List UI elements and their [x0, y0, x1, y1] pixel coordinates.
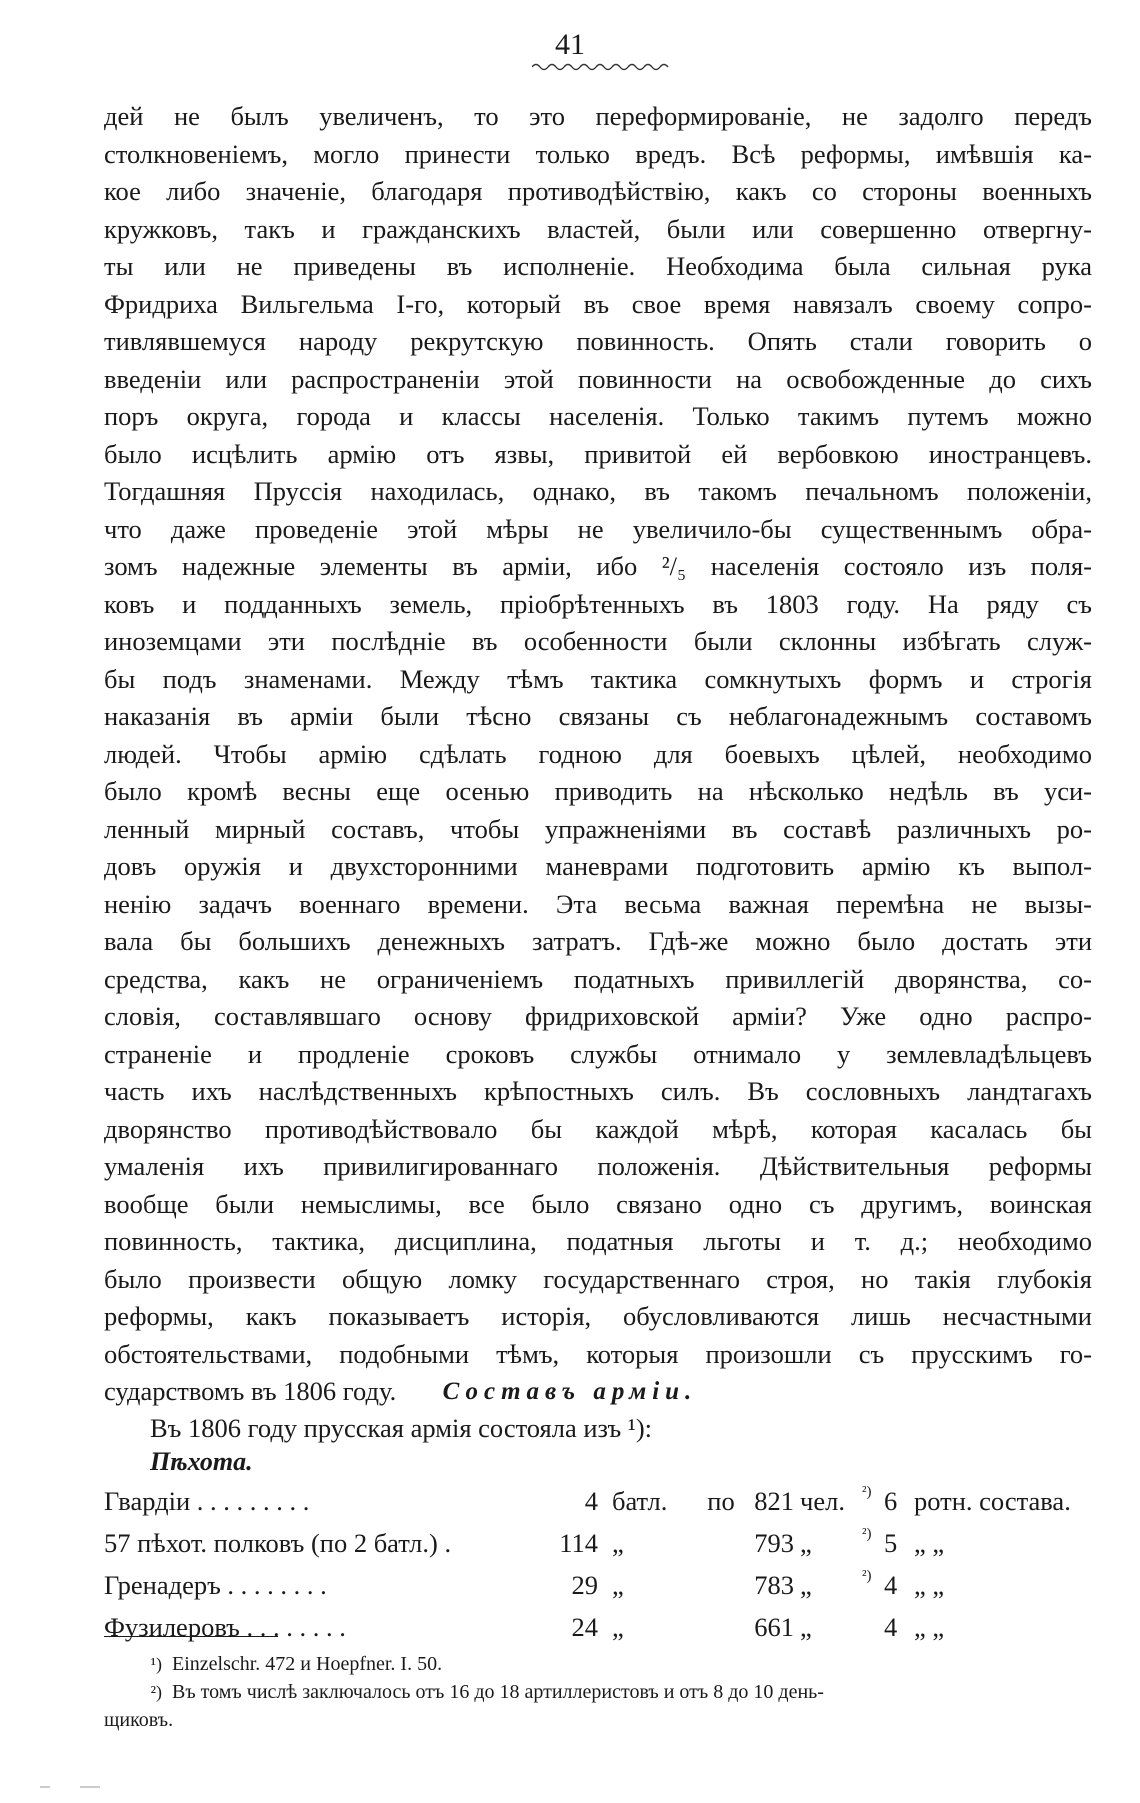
text-line: обстоятельствами, подобными тѣмъ, которыя произошли съ прусскимъ го-	[104, 1338, 1092, 1369]
footnote-rule	[104, 1636, 278, 1637]
text-line: наказанія въ арміи были тѣсно связаны съ неблагонадежнымъ составомъ	[104, 701, 1092, 731]
page-number: 41	[555, 28, 585, 61]
text-line: часть ихъ наслѣдственныхъ крѣпостныхъ силъ. Въ сословныхъ ландтагахъ	[104, 1076, 1092, 1106]
text-line: было произвести общую ломку государственнаго строя, но такія глубокія	[104, 1263, 1092, 1294]
text-line: было кромѣ весны еще осенью приводить на нѣсколько недѣль въ уси-	[104, 776, 1092, 806]
men-count: 793	[754, 1527, 794, 1558]
text-line: зомъ надежные элементы въ арміи, ибо ²/₅ населенія состояло изъ поля-	[104, 551, 1092, 581]
footnote-text: Einzelschr. 472 и Hoepfner. I. 50.	[172, 1653, 443, 1675]
text-line: ковъ и подданныхъ земель, пріобрѣтенныхъ въ 1803 году. На ряду съ	[104, 588, 1092, 619]
footnote	[104, 1678, 1092, 1706]
table-row	[104, 1522, 1124, 1564]
men-unit: „	[800, 1569, 812, 1600]
company-count: 5	[884, 1527, 898, 1558]
text-line: поръ округа, города и классы населенія. Только такимъ путемъ можно	[104, 401, 1092, 431]
text-line: вообще были немыслимы, все было связано одно съ другимъ, воинская	[104, 1188, 1092, 1219]
battalion-count: 114	[559, 1527, 598, 1558]
intro-line: Въ 1806 году прусская армія состояла изъ ¹):	[150, 1413, 653, 1443]
army-units-table	[104, 1480, 1124, 1648]
company-label: „ „	[914, 1527, 945, 1558]
men-unit: „	[800, 1611, 812, 1642]
text-line: ты или не приведены въ исполненіе. Необходима была сильная рука	[104, 251, 1092, 281]
footnote-ref: ²)	[862, 1526, 872, 1542]
unit-name: Гвардіи . . . . . . . . .	[104, 1485, 310, 1516]
footnote-marker: ¹)	[150, 1654, 162, 1674]
text-line: умаленія ихъ привилигированнаго положенія. Дѣйствительныя реформы	[104, 1151, 1092, 1181]
footnote-ref: ²)	[862, 1568, 872, 1584]
battalion-count: 29	[571, 1569, 598, 1600]
text-line: Тогдашняя Пруссія находилась, однако, въ такомъ печальномъ положеніи,	[104, 476, 1092, 506]
text-line: вала бы большихъ денежныхъ затратъ. Гдѣ-же можно было достать эти	[104, 926, 1092, 956]
connector-word	[706, 1522, 736, 1564]
battalion-unit: „	[612, 1611, 624, 1642]
footnote-marker: ²)	[150, 1682, 162, 1702]
text-line: иноземцами эти послѣдніе въ особенности были склонны избѣгать служ-	[104, 626, 1092, 656]
text-line: столкновеніемъ, могло принести только вредъ. Всѣ реформы, имѣвшія ка-	[104, 138, 1092, 169]
company-count: 6	[884, 1485, 898, 1516]
unit-name: Гренадеръ . . . . . . . .	[104, 1569, 327, 1600]
table-row	[104, 1480, 1124, 1522]
men-count: 783	[754, 1569, 794, 1600]
company-label: ротн. состава.	[914, 1485, 1071, 1516]
battalion-count: 24	[571, 1611, 598, 1642]
table-row	[104, 1564, 1124, 1606]
men-count: 821	[754, 1485, 794, 1516]
text-line: сударствомъ въ 1806 году.	[104, 1376, 397, 1406]
text-line: кружковъ, такъ и гражданскихъ властей, были или совершенно отвергну-	[104, 213, 1092, 244]
company-label: „ „	[914, 1569, 945, 1600]
text-line: бы подъ знаменами. Между тѣмъ тактика сомкнутыхъ формъ и строгія	[104, 663, 1092, 694]
connector-word: по	[707, 1485, 735, 1516]
text-line: ленный мирный составъ, чтобы упражненіями въ составѣ различныхъ ро-	[104, 813, 1092, 844]
men-count: 661	[754, 1611, 794, 1642]
men-unit: чел.	[800, 1485, 845, 1516]
text-line: ненію задачъ военнаго времени. Эта весьма важная перемѣна не вызы-	[104, 888, 1092, 919]
text-line: довъ оружія и двухсторонними маневрами подготовить армію къ выпол-	[104, 851, 1092, 881]
footnote	[104, 1650, 1092, 1678]
section-heading: Составъ арміи.	[442, 1378, 698, 1405]
text-line: введеніи или распространеніи этой повинности на освобожденные до сихъ	[104, 363, 1092, 394]
battalion-count: 4	[584, 1485, 598, 1516]
battalion-unit: батл.	[612, 1485, 668, 1516]
body-paragraph	[104, 98, 1092, 1411]
footnote-text: Въ томъ числѣ заключалось отъ 16 до 18 артиллеристовъ и отъ 8 до 10 день-	[172, 1681, 824, 1703]
text-line: тивлявшемуся народу рекрутскую повинность. Опять стали говорить о	[104, 326, 1092, 356]
text-line: кое либо значеніе, благодаря противодѣйствію, какъ со стороны военныхъ	[104, 176, 1092, 206]
company-count: 4	[884, 1611, 898, 1642]
text-line: дей не былъ увеличенъ, то это переформированіе, не задолго передъ	[104, 101, 1092, 131]
unit-name: Фузилеровъ . . . . . . . .	[104, 1611, 346, 1642]
text-line: повинность, тактика, дисциплина, податныя льготы и т. д.; необходимо	[104, 1226, 1092, 1256]
connector-word	[706, 1606, 736, 1648]
company-label: „ „	[914, 1611, 945, 1642]
text-line: Фридриха Вильгельма I-го, который въ свое время навязалъ своему сопро-	[104, 288, 1092, 319]
text-line: было исцѣлить армію отъ язвы, привитой ей вербовкою иностранцевъ.	[104, 438, 1092, 469]
battalion-unit: „	[612, 1569, 624, 1600]
text-line: словія, составлявшаго основу фридриховской арміи? Уже одно распро-	[104, 1001, 1092, 1031]
text-line: дворянство противодѣйствовало бы каждой мѣрѣ, которая касалась бы	[104, 1113, 1092, 1144]
men-unit: „	[800, 1527, 812, 1558]
text-line: что даже проведеніе этой мѣры не увеличило-бы существеннымъ обра-	[104, 513, 1092, 544]
footnote-ref: ²)	[862, 1484, 872, 1500]
scan-edge-mark	[40, 1785, 100, 1789]
footnotes	[104, 1650, 1092, 1734]
unit-name: 57 пѣхот. полковъ (по 2 батл.) .	[104, 1527, 452, 1558]
text-line: реформы, какъ показываетъ исторія, обусловливаются лишь несчастными	[104, 1301, 1092, 1331]
battalion-unit: „	[612, 1527, 624, 1558]
text-line: средства, какъ не ограниченіемъ податныхъ привиллегій дворянства, со-	[104, 963, 1092, 994]
footnote-continuation: щиковъ.	[104, 1709, 174, 1731]
infantry-label: Пѣхота.	[150, 1447, 253, 1476]
text-line: страненіе и продленіе сроковъ службы отнимало у землевладѣльцевъ	[104, 1038, 1092, 1069]
company-count: 4	[884, 1569, 898, 1600]
footnote-ref	[862, 1606, 884, 1648]
connector-word	[706, 1564, 736, 1606]
table-row	[104, 1606, 1124, 1648]
text-line: людей. Чтобы армію сдѣлать годною для боевыхъ цѣлей, необходимо	[104, 738, 1092, 769]
wavy-ornament	[532, 62, 674, 72]
